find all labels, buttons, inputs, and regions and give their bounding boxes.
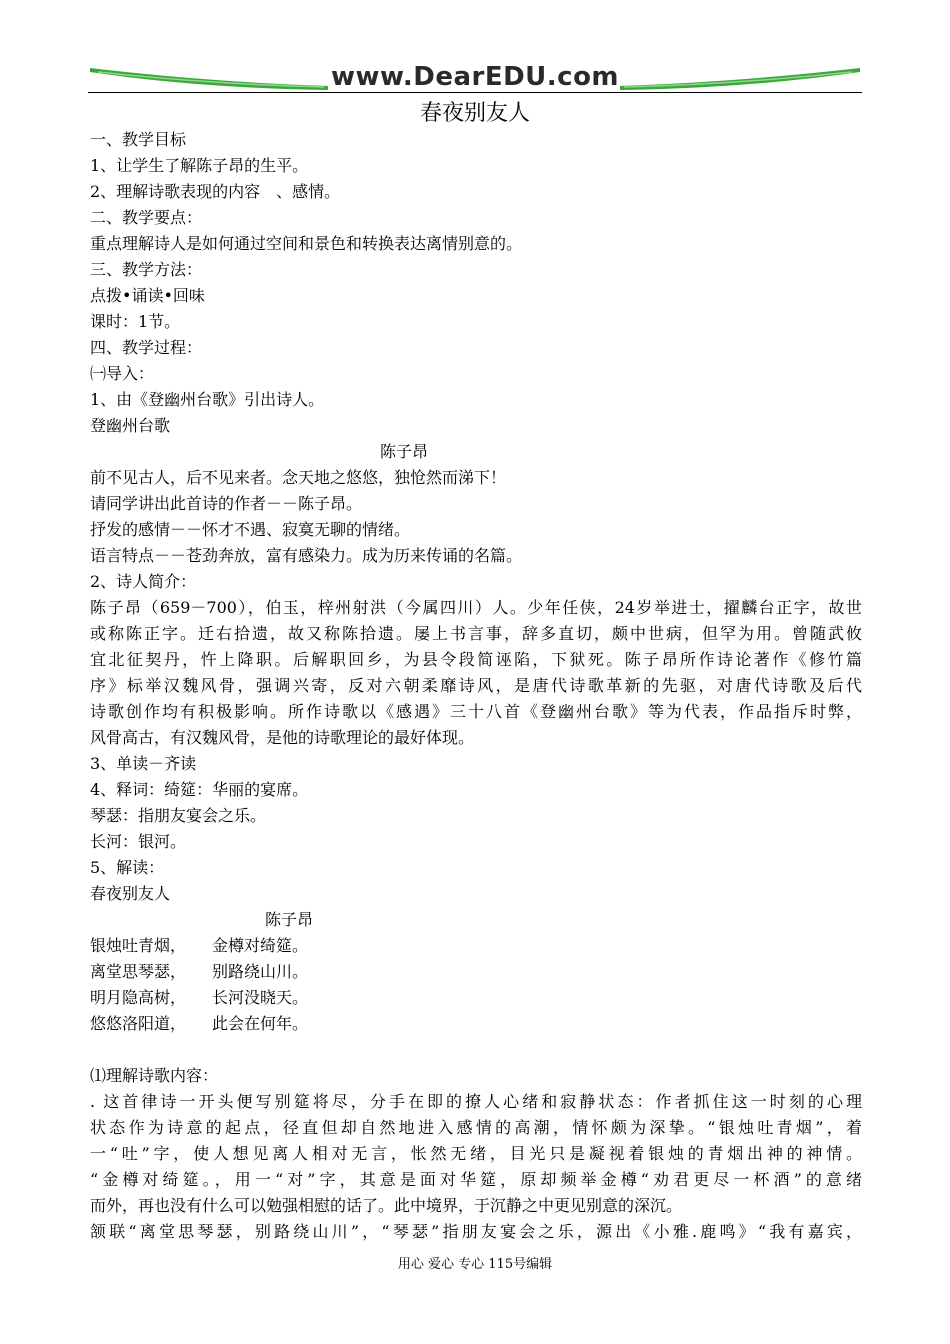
poem-couplet — [90, 959, 862, 985]
blank-line — [90, 1037, 862, 1063]
poem-title: 春夜别友人 — [90, 884, 171, 903]
poem-couplet — [90, 933, 862, 959]
poem-verse: 金樽对绮筵。 — [212, 936, 309, 955]
text-line: 长河：银河。 — [90, 832, 187, 851]
analysis-paragraph-line: 状态作为诗意的起点，径直但却自然地进入感情的高潮，情怀颇为深挚。“银烛吐青烟”，着 — [90, 1118, 862, 1137]
subsection-heading: 2、诗人简介： — [90, 572, 197, 591]
poem-verse: 悠悠洛阳道， — [90, 1014, 187, 1033]
poem-title: 登幽州台歌 — [90, 416, 171, 435]
text-line: 课时：1节。 — [90, 312, 181, 331]
bio-paragraph-line: 诗歌创作均有积极影响。所作诗歌以《感遇》三十八首《登幽州台歌》等为代表，作品指斥时弊， — [90, 702, 862, 721]
text-line: 重点理解诗人是如何通过空间和景色和转换表达离情别意的。 — [90, 234, 523, 253]
bio-paragraph-line: 或称陈正字。迁右拾遗，故又称陈拾遗。屡上书言事，辞多直切，颇中世病，但罕为用。曾随武攸 — [90, 624, 862, 643]
document-body — [90, 127, 862, 1245]
text-line: 2、理解诗歌表现的内容 、感情。 — [90, 182, 341, 201]
poem-verse: 长河没晓天。 — [212, 988, 309, 1007]
analysis-paragraph-line: 而外，再也没有什么可以勉强相慰的话了。此中境界，于沉静之中更见别意的深沉。 — [90, 1196, 683, 1215]
page-footer: 用心 爱心 专心 115号编辑 — [397, 1257, 553, 1272]
section-heading: 二、教学要点： — [90, 208, 203, 227]
bio-paragraph-line: 陈子昂（659－700），伯玉，梓州射洪（今属四川）人。少年任侠，24岁举进士，擢麟台正字，故世 — [90, 598, 862, 617]
site-header-banner — [88, 60, 862, 94]
text-line: 1、让学生了解陈子昂的生平。 — [90, 156, 309, 175]
text-line: 琴瑟：指朋友宴会之乐。 — [90, 806, 267, 825]
section-heading: 三、教学方法： — [90, 260, 203, 279]
analysis-paragraph-line: 颔联“离堂思琴瑟，别路绕山川”，“琴瑟”指朋友宴会之乐，源出《小雅.鹿鸣》“我有嘉宾， — [90, 1222, 862, 1241]
poem-verse: 明月隐高树， — [90, 988, 187, 1007]
text-line: 1、由《登幽州台歌》引出诗人。 — [90, 390, 325, 409]
subsection-heading: ㈠导入： — [90, 364, 155, 383]
header-divider — [88, 92, 862, 93]
text-line: 3、单读－齐读 — [90, 754, 197, 773]
poem-verse: 别路绕山川。 — [212, 962, 309, 981]
poem-verse: 离堂思琴瑟， — [90, 962, 187, 981]
poem-couplet — [90, 985, 862, 1011]
text-line: 点拨•诵读•回味 — [90, 286, 205, 305]
analysis-paragraph-line: “金樽对绮筵。，用一“对”字，其意是面对华筵，原却频举金樽“劝君更尽一杯酒”的意绪 — [90, 1170, 862, 1189]
poem-verse: 银烛吐青烟， — [90, 936, 187, 955]
bio-paragraph-line: 序》标举汉魏风骨，强调兴寄，反对六朝柔靡诗风，是唐代诗歌革新的先驱，对唐代诗歌及后代 — [90, 676, 862, 695]
text-line: 抒发的感情－－怀才不遇、寂寞无聊的情绪。 — [90, 520, 411, 539]
bio-paragraph-line: 风骨高古，有汉魏风骨，是他的诗歌理论的最好体现。 — [90, 728, 475, 747]
poem-verse: 此会在何年。 — [212, 1014, 309, 1033]
poem-author: 陈子昂 — [265, 910, 314, 929]
subsection-heading: 5、解读： — [90, 858, 165, 877]
poem-couplet — [90, 1011, 862, 1037]
analysis-paragraph-line: 一“吐”字，使人想见离人相对无言，怅然无绪，目光只是凝视着银烛的青烟出神的神情。 — [90, 1144, 862, 1163]
text-line: 4、释词：绮筵：华丽的宴席。 — [90, 780, 309, 799]
poem-author: 陈子昂 — [380, 442, 429, 461]
site-logo-text[interactable]: www.DearEDU.com — [330, 62, 620, 92]
section-heading: 四、教学过程： — [90, 338, 203, 357]
section-heading: 一、教学目标 — [90, 130, 187, 149]
text-line: 请同学讲出此首诗的作者－－陈子昂。 — [90, 494, 363, 513]
subsection-heading: ⑴理解诗歌内容： — [90, 1066, 219, 1085]
bio-paragraph-line: 宜北征契丹，忤上降职。后解职回乡，为县令段简诬陷，下狱死。陈子昂所作诗论著作《修竹篇 — [90, 650, 862, 669]
poem-text: 前不见古人，后不见来者。念天地之悠悠，独怆然而涕下！ — [90, 468, 507, 487]
analysis-paragraph-line: . 这首律诗一开头便写别筵将尽，分手在即的撩人心绪和寂静状态：作者抓住这一时刻的心理 — [90, 1092, 862, 1111]
text-line: 语言特点－－苍劲奔放，富有感染力。成为历来传诵的名篇。 — [90, 546, 523, 565]
document-title: 春夜别友人 — [419, 101, 530, 126]
